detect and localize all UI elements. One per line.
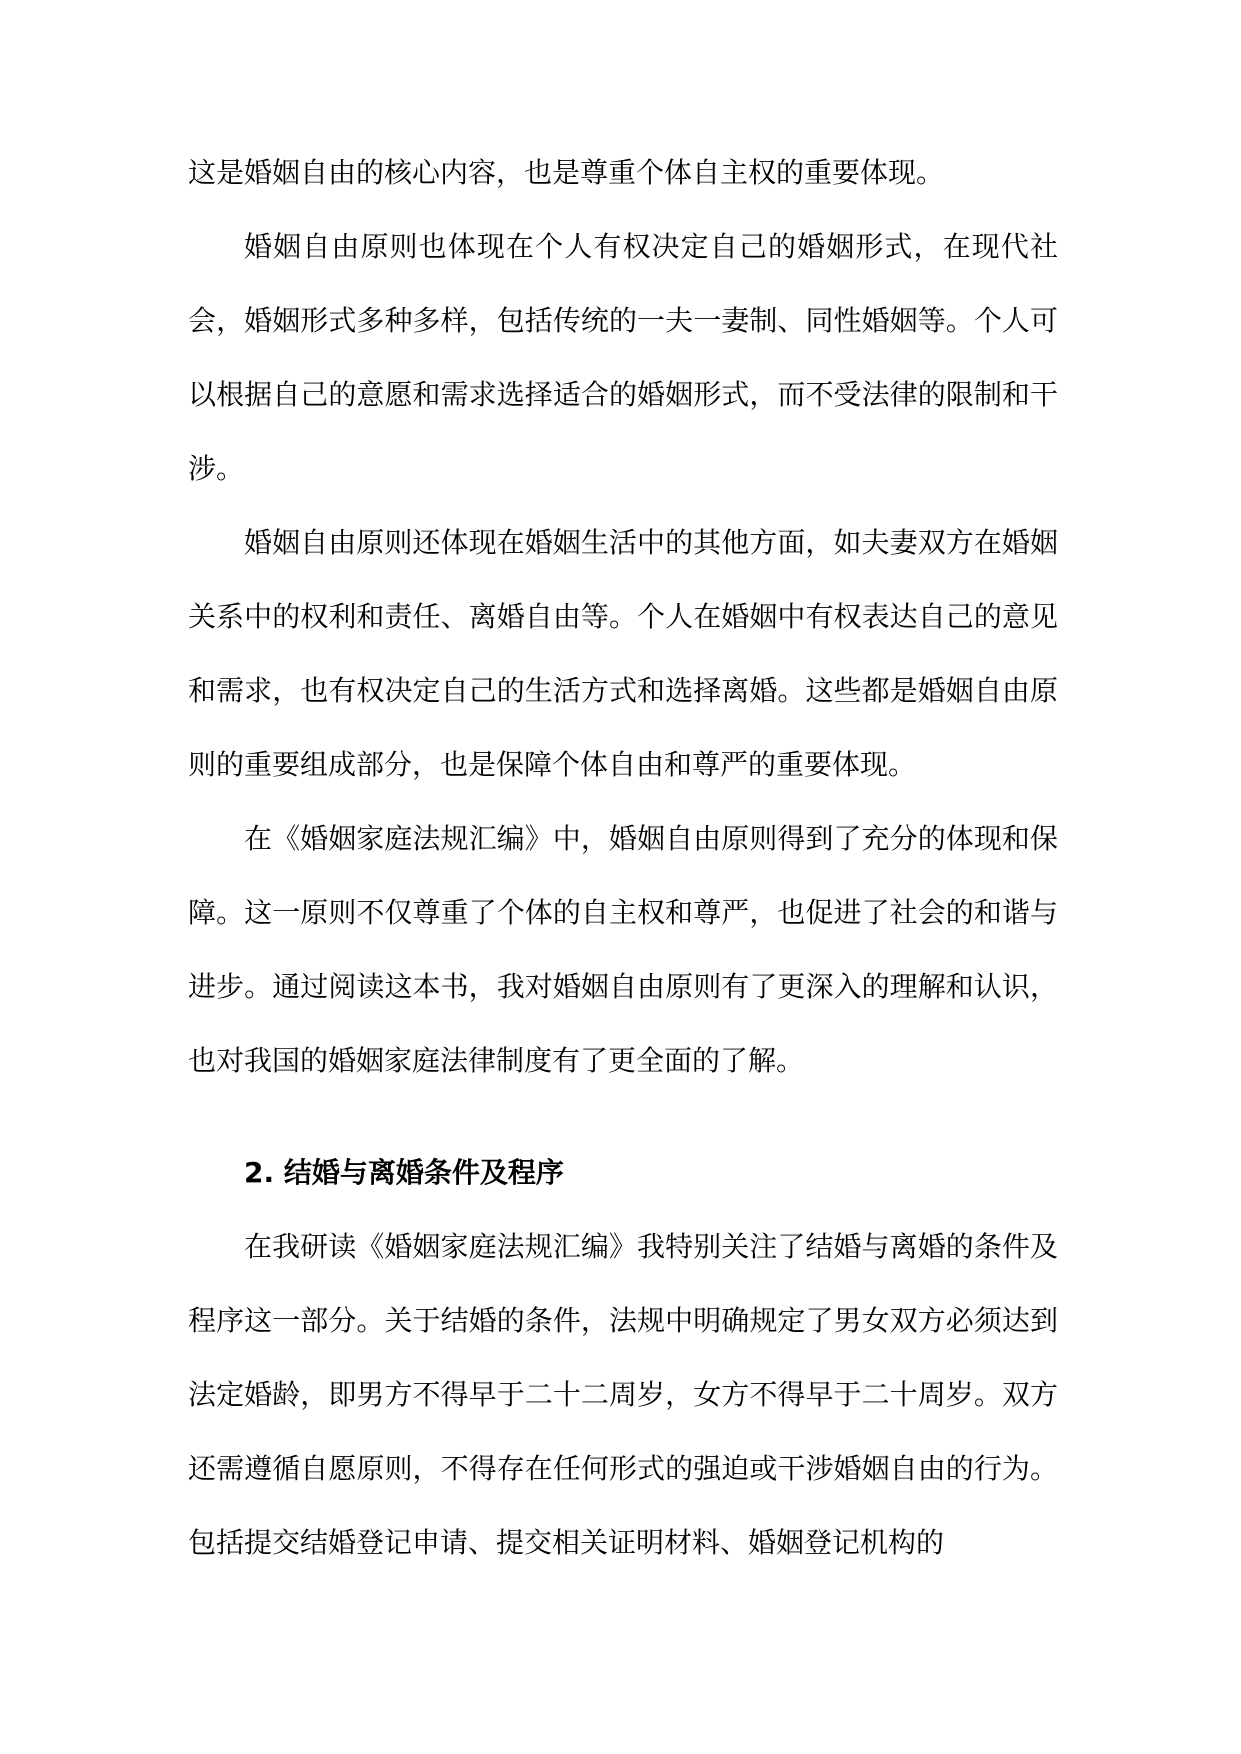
paragraph: 在我研读《婚姻家庭法规汇编》我特别关注了结婚与离婚的条件及程序这一部分。关于结婚的条件，法规中明确规定了男女双方必须达到法定婚龄，即男方不得早于二十二周岁，女方不得早于二十周岁。双方还需遵循自愿原则，不得存在任何形式的强迫或干涉婚姻自由的行为。包括提交结婚登记申请、提交相关证明材料、婚姻登记机构的 [188,1230,1058,1559]
paragraph: 在《婚姻家庭法规汇编》中，婚姻自由原则得到了充分的体现和保障。这一原则不仅尊重了个体的自主权和尊严，也促进了社会的和谐与进步。通过阅读这本书，我对婚姻自由原则有了更深入的理解和认识，也对我国的婚姻家庭法律制度有了更全面的了解。 [188,822,1058,1077]
document-page [188,0,1058,1580]
paragraph-continuation: 这是婚姻自由的核心内容，也是尊重个体自主权的重要体现。 [188,156,945,189]
paragraph: 婚姻自由原则还体现在婚姻生活中的其他方面，如夫妻双方在婚姻关系中的权利和责任、离婚自由等。个人在婚姻中有权表达自己的意见和需求，也有权决定自己的生活方式和选择离婚。这些都是婚姻自由原则的重要组成部分，也是保障个体自由和尊严的重要体现。 [188,526,1058,781]
section-heading: 2. 结婚与离婚条件及程序 [244,1156,564,1189]
paragraph: 婚姻自由原则也体现在个人有权决定自己的婚姻形式，在现代社会，婚姻形式多种多样，包括传统的一夫一妻制、同性婚姻等。个人可以根据自己的意愿和需求选择适合的婚姻形式，而不受法律的限制和干涉。 [188,230,1058,485]
